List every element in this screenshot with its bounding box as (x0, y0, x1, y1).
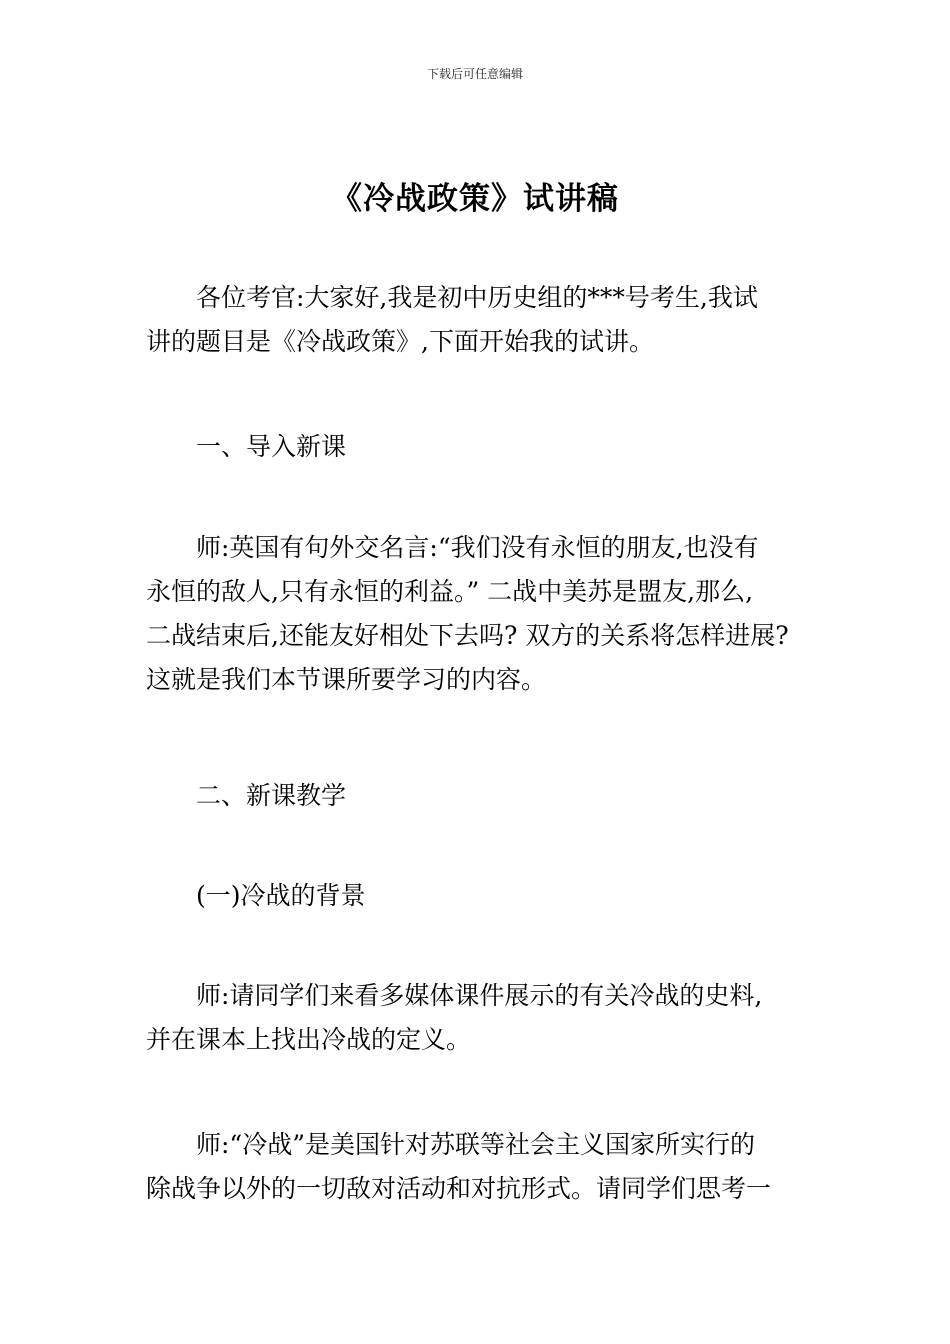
page-header-note: 下载后可任意编辑 (426, 67, 523, 81)
text-line: 这就是我们本节课所要学习的内容。 (146, 665, 547, 694)
text-line: 永恒的敌人,只有永恒的利益。” 二战中美苏是盟友,那么, (146, 577, 754, 606)
text-line: 讲的题目是《冷战政策》,下面开始我的试讲。 (146, 327, 654, 356)
text-line: 师:请同学们来看多媒体课件展示的有关冷战的史料, (196, 981, 763, 1010)
section-heading-new-lesson (146, 774, 826, 818)
subsection-heading-background (146, 874, 826, 918)
paragraph-teacher-materials (146, 974, 826, 1062)
text-line: 一、导入新课 (196, 432, 347, 461)
text-line: 并在课本上找出冷战的定义。 (146, 1025, 472, 1054)
text-line: 二、新课教学 (196, 781, 347, 810)
text-line: 各位考官:大家好,我是初中历史组的***号考生,我试 (196, 283, 758, 312)
text-line: 师:英国有句外交名言:“我们没有永恒的朋友,也没有 (196, 533, 759, 562)
paragraph-greeting (146, 276, 826, 364)
text-line: 二战结束后,还能友好相处下去吗? 双方的关系将怎样进展? (146, 621, 789, 650)
text-line: 除战争以外的一切敌对活动和对抗形式。请同学们思考一 (146, 1174, 772, 1203)
document-title: 《冷战政策》试讲稿 (331, 181, 619, 217)
paragraph-teacher-intro (146, 526, 826, 702)
text-line: (一)冷战的背景 (196, 881, 366, 910)
section-heading-intro (146, 425, 826, 469)
text-line: 师:“冷战”是美国针对苏联等社会主义国家所实行的 (196, 1130, 755, 1159)
paragraph-teacher-definition (146, 1123, 826, 1211)
